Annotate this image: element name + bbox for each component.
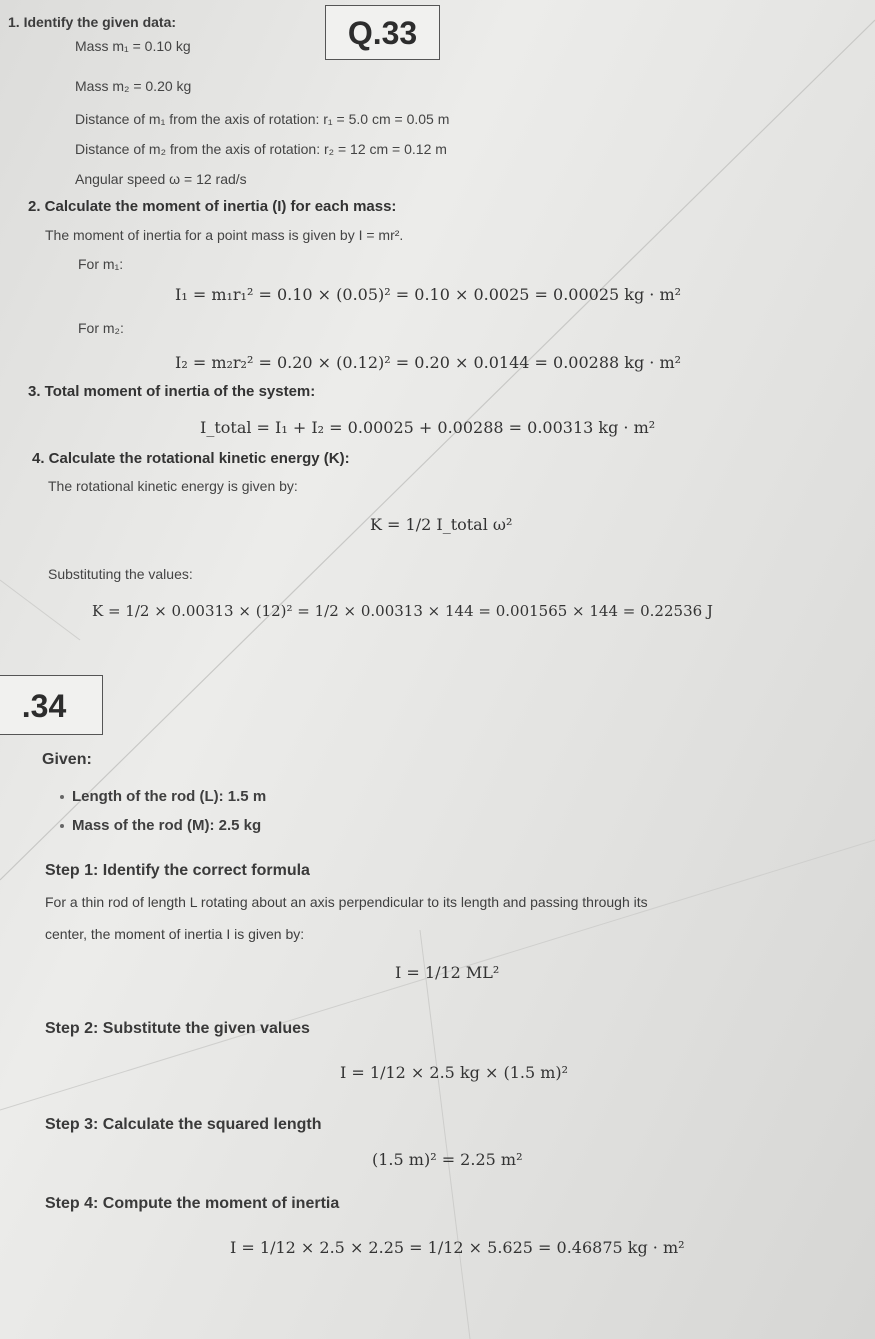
given-mass-bullet <box>60 817 261 834</box>
section-3-heading: 3. Total moment of inertia of the system: <box>28 383 316 400</box>
equation-kinetic-energy-result: K = 1/2 × 0.00313 × (12)² = 1/2 × 0.00313 × 144 = 0.001565 × 144 = 0.22536 J <box>92 602 713 620</box>
step-4-heading: Step 4: Compute the moment of inertia <box>45 1195 340 1212</box>
section-4-intro: The rotational kinetic energy is given by: <box>48 478 298 494</box>
given-distance-m1: Distance of m₁ from the axis of rotation: r₁ = 5.0 cm = 0.05 m <box>75 111 450 127</box>
given-mass-m1: Mass m₁ = 0.10 kg <box>75 38 191 54</box>
equation-i2: I₂ = m₂r₂² = 0.20 × (0.12)² = 0.20 × 0.0144 = 0.00288 kg · m² <box>175 353 682 372</box>
given-angular-speed: Angular speed ω = 12 rad/s <box>75 171 247 187</box>
given-length-bullet <box>60 788 266 805</box>
step-2-heading: Step 2: Substitute the given values <box>45 1020 310 1037</box>
given-mass: Mass of the rod (M): 2.5 kg <box>72 817 262 834</box>
bullet-dot <box>60 795 64 799</box>
substituting-label: Substituting the values: <box>48 566 193 582</box>
for-m1-label: For m₁: <box>78 256 124 272</box>
equation-step-4: I = 1/12 × 2.5 × 2.25 = 1/12 × 5.625 = 0.46875 kg · m² <box>230 1238 685 1257</box>
equation-i-total: I_total = I₁ + I₂ = 0.00025 + 0.00288 = 0.00313 kg · m² <box>200 418 656 437</box>
question-33-label: Q.33 <box>325 5 440 60</box>
question-34-label: .34 <box>0 675 103 735</box>
section-2-heading: 2. Calculate the moment of inertia (I) for each mass: <box>28 198 397 215</box>
step-3-heading: Step 3: Calculate the squared length <box>45 1116 322 1133</box>
step-1-text-line-2: center, the moment of inertia I is given by: <box>45 926 305 942</box>
equation-kinetic-energy-formula: K = 1/2 I_total ω² <box>370 515 513 534</box>
equation-i1: I₁ = m₁r₁² = 0.10 × (0.05)² = 0.10 × 0.0025 = 0.00025 kg · m² <box>175 285 682 304</box>
formula-rod-inertia: I = 1/12 ML² <box>395 963 500 982</box>
given-mass-m2: Mass m₂ = 0.20 kg <box>75 78 192 94</box>
equation-step-2: I = 1/12 × 2.5 kg × (1.5 m)² <box>340 1063 569 1082</box>
section-4-heading: 4. Calculate the rotational kinetic energy (K): <box>32 450 350 467</box>
given-distance-m2: Distance of m₂ from the axis of rotation: r₂ = 12 cm = 0.12 m <box>75 141 447 157</box>
bullet-dot <box>60 824 64 828</box>
equation-step-3: (1.5 m)² = 2.25 m² <box>372 1150 523 1169</box>
section-2-intro: The moment of inertia for a point mass is given by I = mr². <box>45 227 404 243</box>
for-m2-label: For m₂: <box>78 320 124 336</box>
step-1-text-line-1: For a thin rod of length L rotating about an axis perpendicular to its length and passing through its <box>45 894 648 910</box>
step-1-heading: Step 1: Identify the correct formula <box>45 862 310 879</box>
given-heading: Given: <box>42 751 92 768</box>
section-1-heading: 1. Identify the given data: <box>8 14 177 30</box>
given-length: Length of the rod (L): 1.5 m <box>72 788 267 805</box>
